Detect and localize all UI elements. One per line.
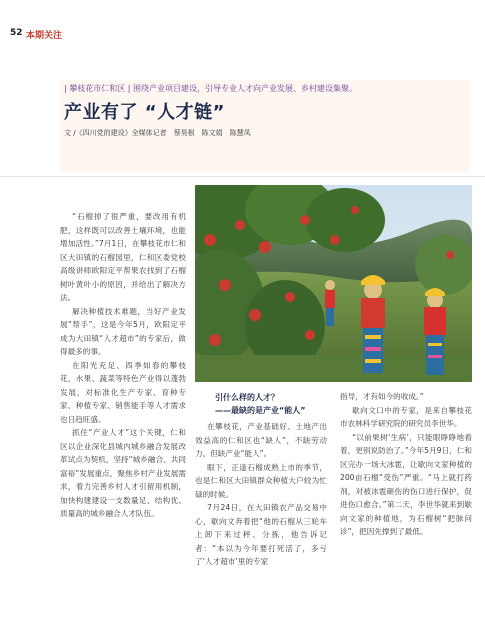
lead-text (64, 84, 466, 94)
byline: 文 /《四川党的建设》全媒体记者 蔡昊根 陈文娟 陈慧凤 (64, 129, 251, 137)
lead-tag: | 攀枝花市仁和区 | (64, 84, 131, 93)
page-header (12, 10, 473, 46)
divider (0, 176, 485, 177)
lead-body: 围绕产业项目建设，引导专业人才向产业发展、乡村建设集聚。 (133, 84, 358, 93)
paragraph: 7月24日，在大田镇农产品交易中心，歇向文奔着把“他的石榴从三轮车上卸下来过秤、分拣，他告诉记者：“本以为今年要打死活了，多亏了‘人才超市’里的专家 (195, 503, 327, 566)
page-number: 52 (10, 28, 23, 38)
subheading: 引什么样的人才？ (215, 393, 279, 402)
pomegranate-orchard-photo (195, 185, 472, 382)
paragraph: 歇向文口中的专家，是来自攀枝花市农林科学研究院的研究员李世华。 (340, 405, 472, 428)
paragraph: 在攀枝花，产业基础好、土地产出效益高的仁和区也“缺人”，不缺劳动力，但缺产业“能人”。 (195, 422, 327, 458)
subheading-tagline: ——最缺的是产业“能人” (215, 406, 306, 415)
paragraph: “以前果树‘生病’，只能眼睁睁地看着，更别说防治了。”今年5月9日，仁和区完办一场大冰雹，让歇向文家种植的200亩石榴“受伤”严重。“马上就打药剂，对被冰雹砸伤的伤口进行保护，促进伤口愈合。”第二天，李世华就来到歇向文家的种植地，为石榴树“把脉问诊”，把因先撑到了最低。 (340, 432, 472, 536)
article-column-middle (195, 420, 327, 569)
paragraph: 抓住“产业人才”这个关键，仁和区以企业深化县城内城乡融合发展改革试点为契机，坚持“城乡融合、共同富裕”发展重点，聚焦乡村产业发展需求，着力完善乡村人才引留用机制，加快构建建设一支数量足、结构优、质量高的城乡融合人才队伍。 (60, 428, 186, 518)
paragraph: “石榴掉了很严重，要改用有机肥，这样既可以改善土壤环境，也能增加活性。”7月1日，在攀枝花市仁和区大田镇的石榴园里，仁和区委党校高级讲师欧阳定平帮果农找到了石榴树叶黄叶小的原因，并给出了解决方法。 (60, 212, 186, 302)
article-title: 产业有了 “人才链” (64, 102, 225, 123)
section-label: 本期关注 (26, 31, 63, 41)
article-column-right (340, 390, 472, 539)
paragraph: 解决种植技术难题，当好产业发展“帮手”，这是今年5月，欧阳定平成为大田镇“人才超市”的专家后，做得最多的事。 (60, 306, 186, 356)
paragraph: 指导，才有如今的收成。” (340, 392, 424, 401)
paragraph: 眼下，正逢石榴成熟上市的季节，也是仁和区大田镇群众种植大户较为忙碌的时候。 (195, 462, 327, 499)
article-column-left (60, 210, 186, 521)
paragraph: 在阳光充足、四季如春的攀枝花，水果、蔬菜等特色产业得以蓬勃发展，对标准化生产专家、育种专家、种植专家、销售能手等人才需求也日趋旺盛。 (60, 360, 186, 424)
